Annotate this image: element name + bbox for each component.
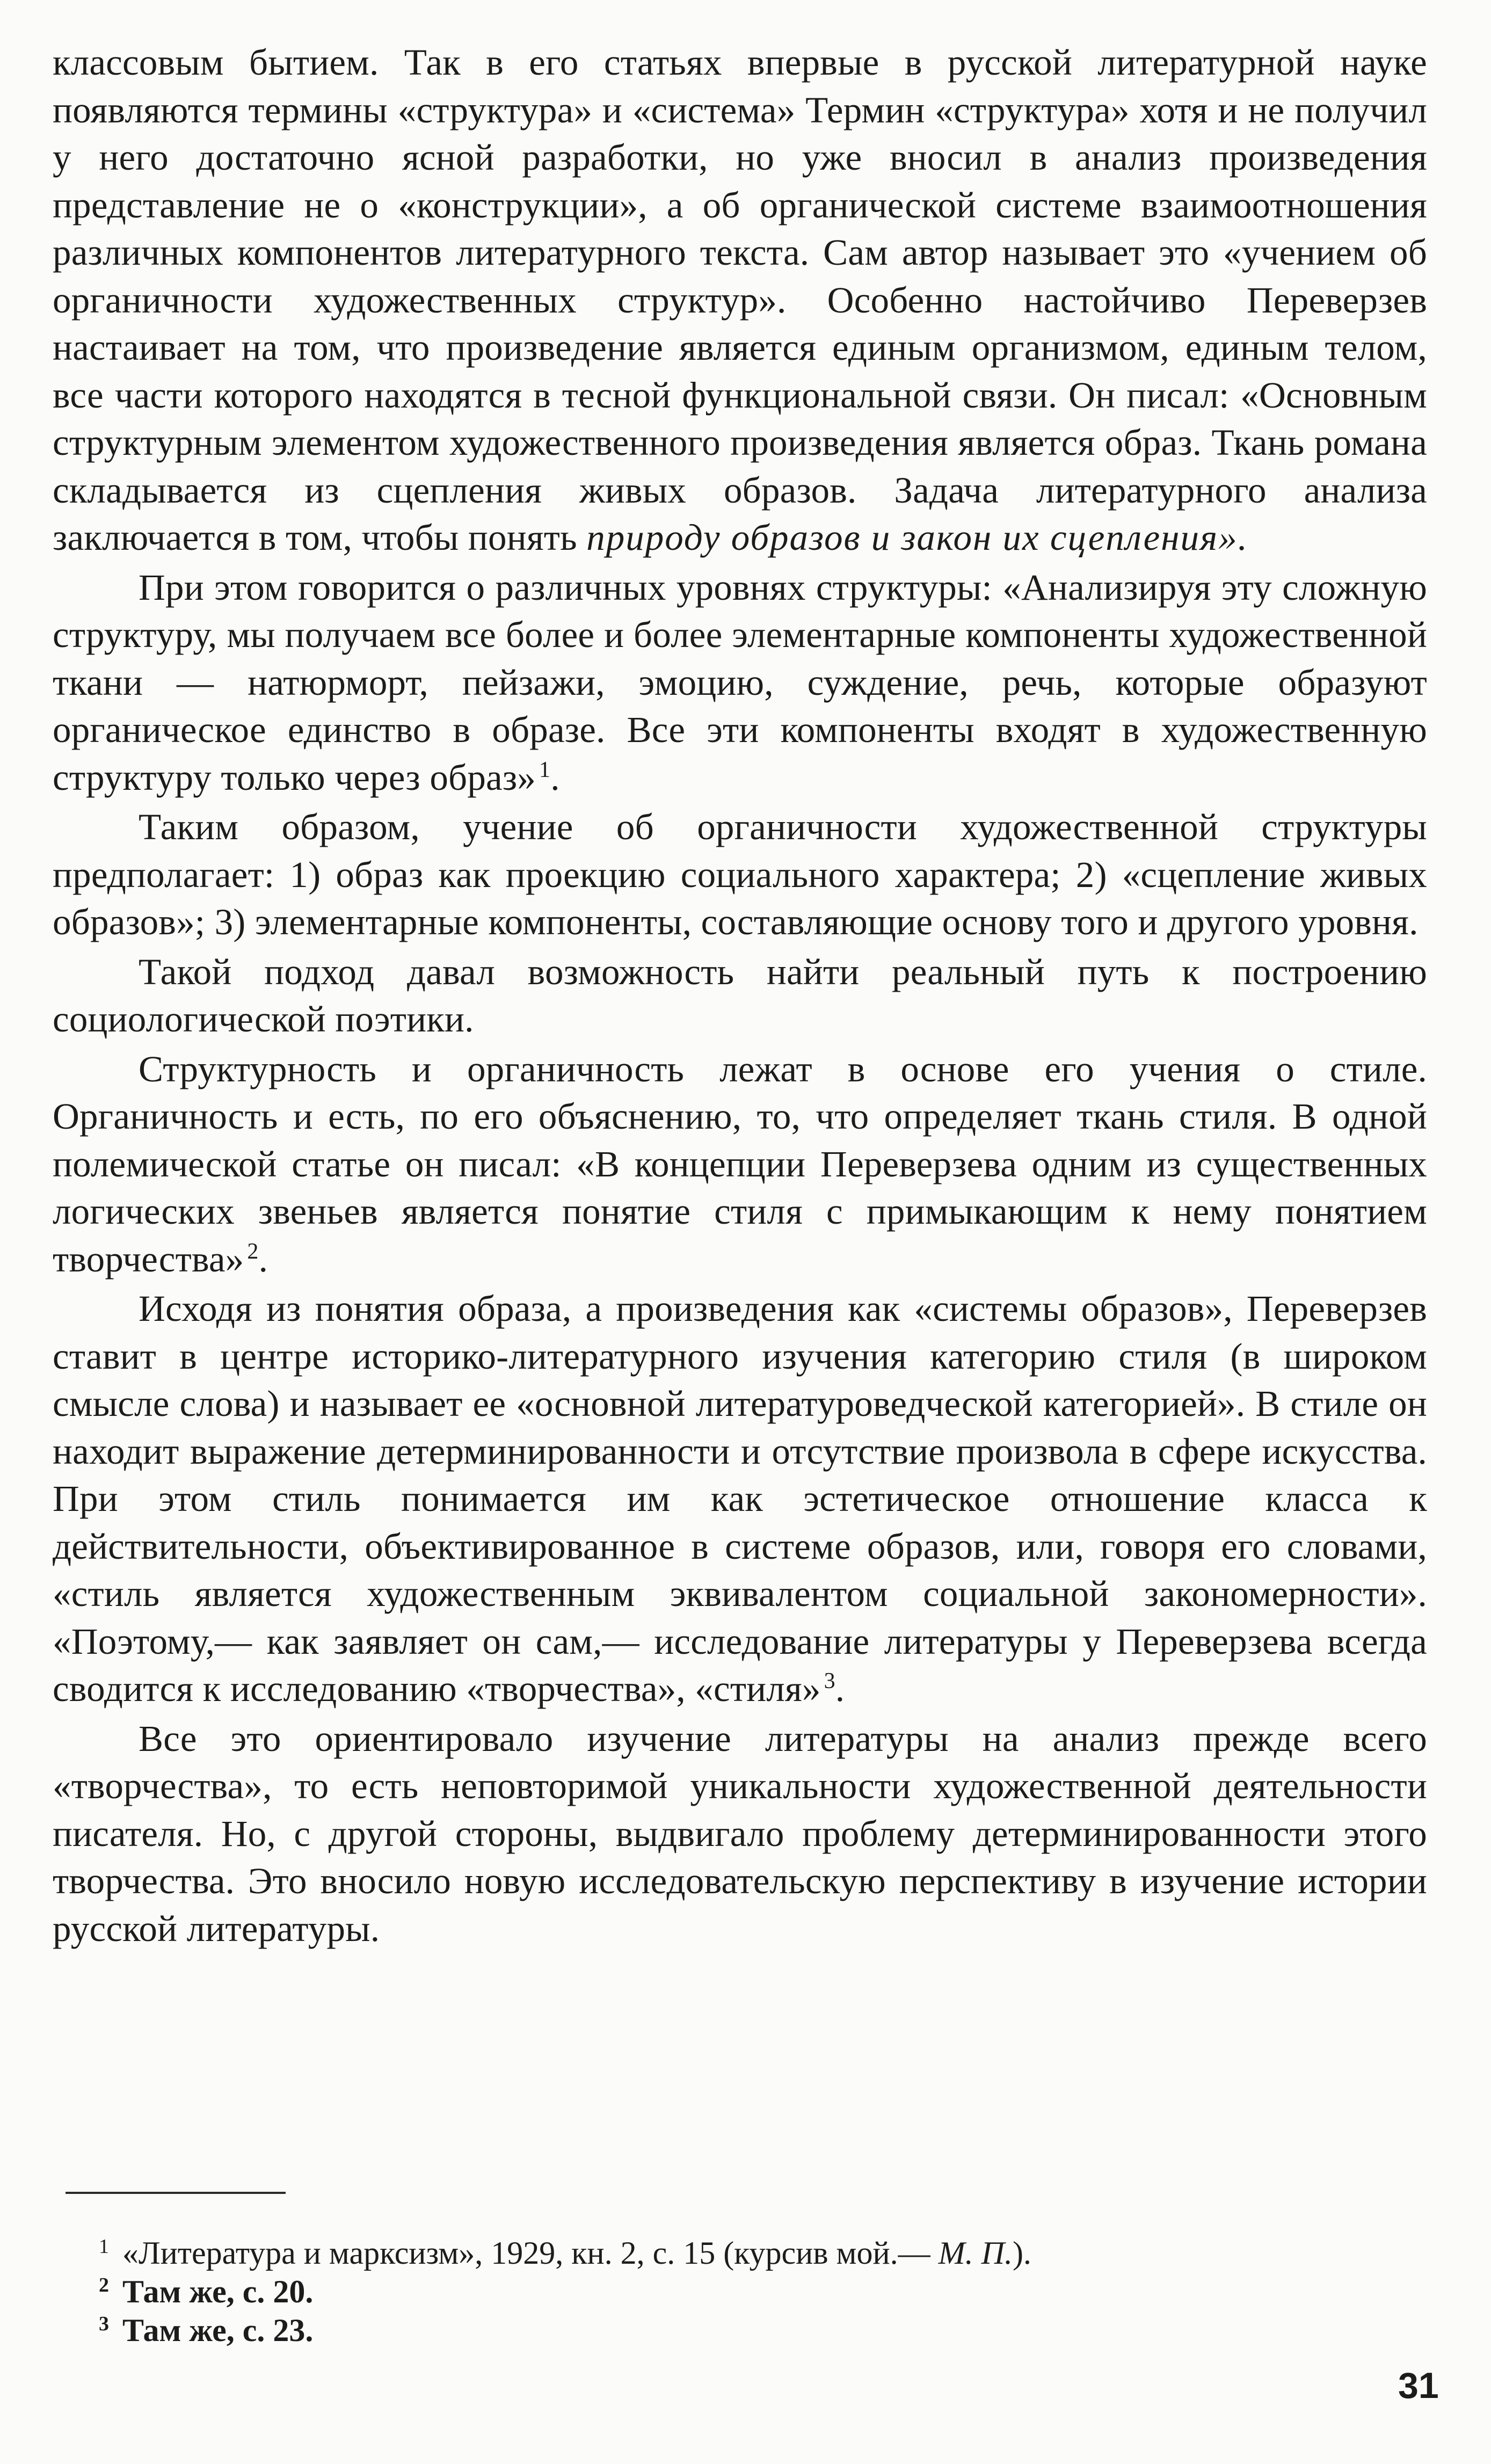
footnote-number: 1 <box>99 2235 109 2258</box>
footnotes <box>99 2234 1427 2350</box>
paragraph-text: При этом говорится о различных уровнях структуры: «Анализируя эту сложную структуру, мы получаем все более и более элементарные компоненты художественной ткани — натюрморт, пейзажи, эмоцию, суждение, речь, которые образуют органическое единство в образе. Все эти компоненты входят в художественную структуру только через образ» <box>53 566 1427 798</box>
footnote-italic: М. П. <box>938 2235 1013 2271</box>
footnote-number: 3 <box>99 2313 109 2335</box>
footnote-ref-1: 1 <box>539 757 551 782</box>
paragraph-text: Исходя из понятия образа, а произведения как «системы образов», Переверзев ставит в центре историко-литературного изучения категорию стиля (в широком смысле слова) и называет ее «основной литературоведческой категорией». В стиле он находит выражение детерминированности и отсутствие произвола в сфере искусства. При этом стиль понимается им как эстетическое отношение класса к действительности, объективированное в системе образов, или, говоря его словами, «стиль является художественным эквивалентом социальной закономерности». «Поэтому,— как заявляет он сам,— исследование литературы у Переверзева всегда сводится к исследованию «творчества», «стиля» <box>53 1288 1427 1709</box>
footnote-number: 2 <box>99 2274 109 2296</box>
footnote-text: «Литература и марксизм», 1929, кн. 2, с. 15 (курсив мой.— <box>122 2235 939 2271</box>
footnote-ref-2: 2 <box>247 1239 259 1264</box>
footnote-ref-3: 3 <box>824 1669 835 1693</box>
paragraph-text: Таким образом, учение об органичности художественной структуры предполагает: 1) образ как проекцию социального характера; 2) «сцепление живых образов»; 3) элементарные компоненты, составляющие основу того и другого уровня. <box>53 806 1427 942</box>
paragraph-text: Структурность и органичность лежат в основе его учения о стиле. Органичность и есть, по его объяснению, то, что определяет ткань стиля. В одной полемической статье он писал: «В концепции Переверзева одним из существенных логических звеньев является понятие стиля с примыкающим к нему понятием творчества» <box>53 1048 1427 1280</box>
paragraph-4 <box>53 948 1427 1043</box>
paragraph-5: Структурность и органичность лежат в основе его учения о стиле. Органичность и есть, по его объяснению, то, что определяет ткань стиля. В одной полемической статье он писал: «В концепции Переверзева одним из существенных логических звеньев является понятие стиля с примыкающим к нему понятием творчества» $^2$. <box>53 1048 1427 1280</box>
paragraph-7 <box>53 1715 1427 1953</box>
paragraph-1 <box>53 39 1427 562</box>
italic-emphasis: природу образов и закон их сцепления». <box>586 517 1248 558</box>
paragraph-text: Такой подход давал возможность найти реальный путь к построению социологической поэтики. <box>53 951 1427 1040</box>
paragraph-text: Все это ориентировало изучение литературы на анализ прежде всего «творчества», то есть неповторимой уникальности художественной деятельности писателя. Но, с другой стороны, выдвигало проблему детерминированности этого творчества. Это вносило новую исследовательскую перспективу в изучение истории русской литературы. <box>53 1718 1427 1949</box>
paragraph-3 <box>53 803 1427 946</box>
footnote-2 <box>99 2272 1427 2311</box>
footnote-text: Там же, с. 20. <box>122 2274 314 2309</box>
footnote-text: Там же, с. 23. <box>122 2313 314 2348</box>
footnote-1 <box>99 2234 1427 2272</box>
footnote-divider <box>66 2192 286 2194</box>
footnote-3 <box>99 2311 1427 2350</box>
paragraph-2: При этом говорится о различных уровнях структуры: «Анализируя эту сложную структуру, мы получаем все более и более элементарные компоненты художественной ткани — натюрморт, пейзажи, эмоцию, суждение, речь, которые образуют органическое единство в образе. Все эти компоненты входят в художественную структуру только через образ» $^1$. <box>53 566 1427 798</box>
footnote-closing: ). <box>1012 2235 1031 2271</box>
paragraph-text: классовым бытием. Так в его статьях впервые в русской литературной науке появляются термины «структура» и «система» Термин «структура» хотя и не получил у него достаточно ясной разработки, но уже вносил в анализ произведения представление не о «конструкции», а об органической системе взаимоотношения различных компонентов литературного текста. Сам автор называет это «учением об органичности художественных структур». Особенно настойчиво Переверзев настаивает на том, что произведение является единым организмом, единым телом, все части которого находятся в тесной функциональной связи. Он писал: «Основным структурным элементом художественного произведения является образ. Ткань романа складывается из сцепления живых образов. Задача литературного анализа заключается в том, чтобы понять <box>53 42 1427 558</box>
main-text <box>53 39 1427 1952</box>
page-number: 31 <box>1398 2365 1439 2406</box>
paragraph-6: Исходя из понятия образа, а произведения как «системы образов», Переверзев ставит в центре историко-литературного изучения категорию стиля (в широком смысле слова) и называет ее «основной литературоведческой категорией». В стиле он находит выражение детерминированности и отсутствие произвола в сфере искусства. При этом стиль понимается им как эстетическое отношение класса к действительности, объективированное в системе образов, или, говоря его словами, «стиль является художественным эквивалентом социальной закономерности». «Поэтому,— как заявляет он сам,— исследование литературы у Переверзева всегда сводится к исследованию «творчества», «стиля» $^3$. <box>53 1288 1427 1709</box>
